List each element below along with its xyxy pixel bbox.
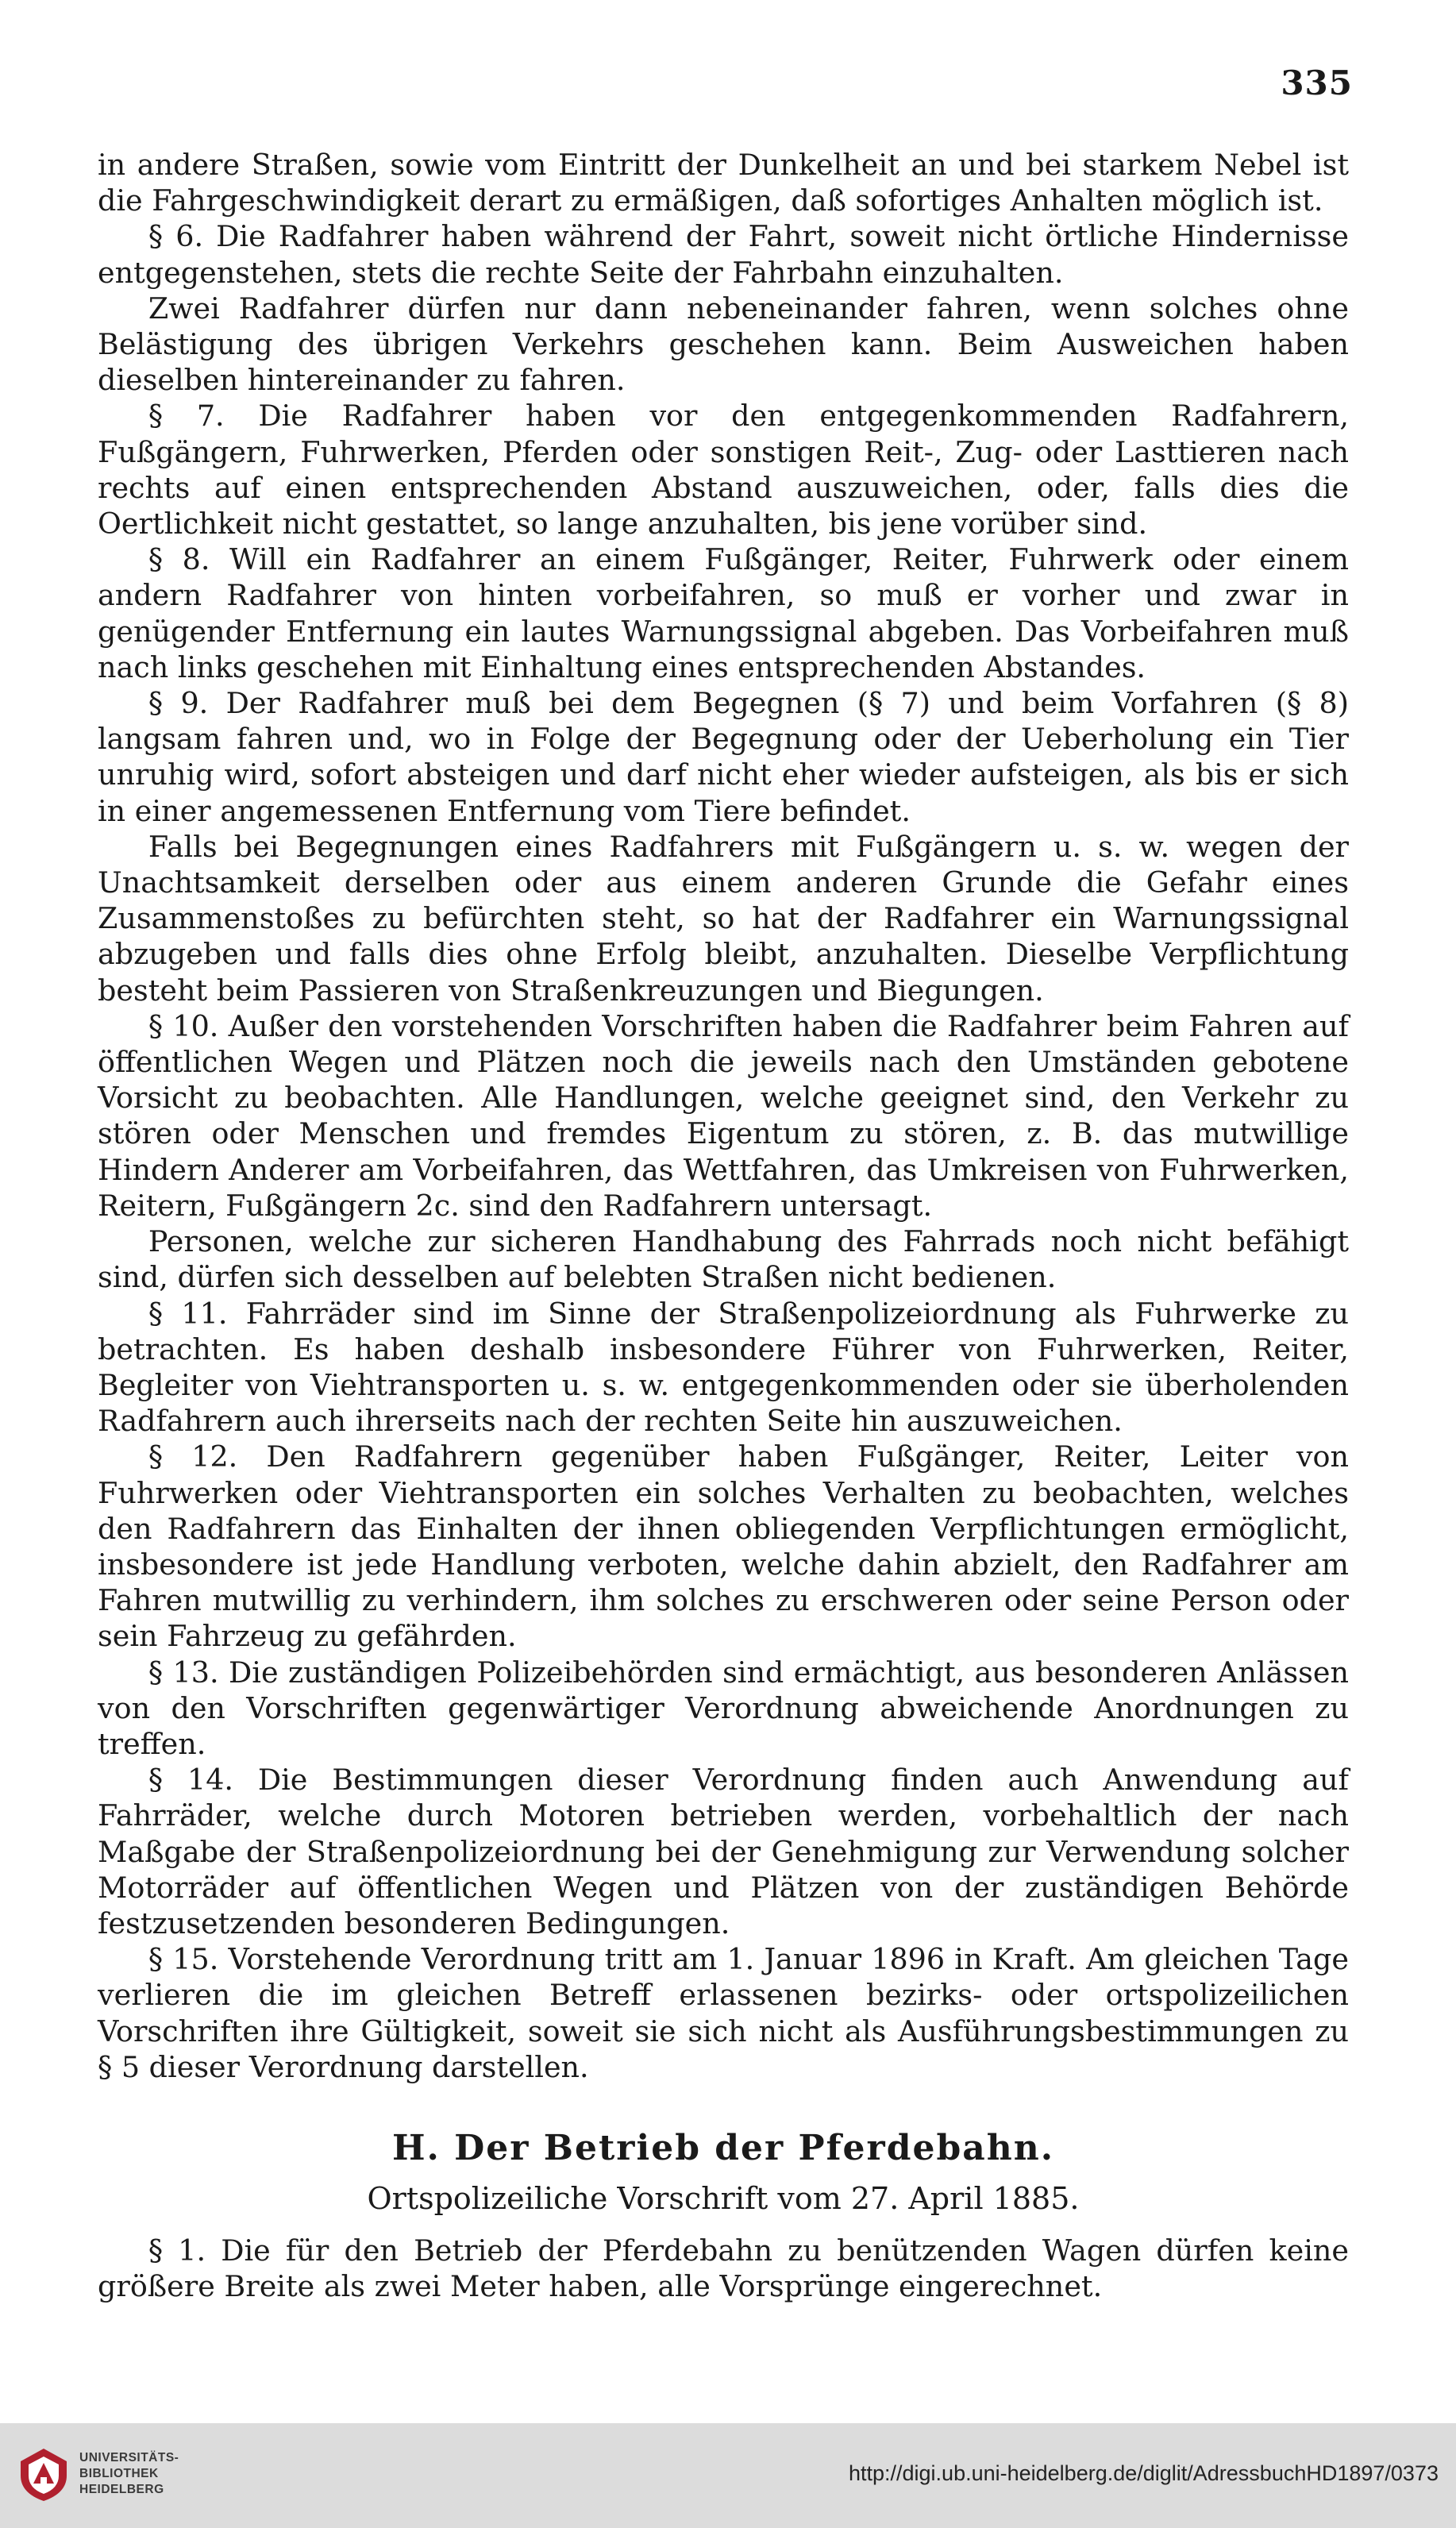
paragraph-section-6: § 6. Die Radfahrer haben während der Fahrt, soweit nicht örtliche Hindernisse entgegenstehen, stets die rechte Seite der Fahrbahn einzuhalten.: [98, 219, 1349, 290]
library-name-line-1: UNIVERSITÄTS-: [79, 2451, 179, 2464]
section-heading: H. Der Betrieb der Pferdebahn.: [391, 2128, 1055, 2168]
section-subheading: Ortspolizeiliche Vorschrift vom 27. April 1885.: [367, 2181, 1080, 2216]
body-text: [98, 147, 1349, 2085]
paragraph-section-15: § 15. Vorstehende Verordnung tritt am 1. Januar 1896 in Kraft. Am gleichen Tage verlieren die im gleichen Betreff erlassenen bezirks- oder ortspolizeilichen Vorschriften ihre Gültigkeit, soweit sie sich nicht als Ausführungsbestimmungen zu § 5 dieser Verordnung darstellen.: [98, 1942, 1349, 2084]
paragraph-section-7: § 7. Die Radfahrer haben vor den entgegenkommenden Radfahrern, Fußgängern, Fuhrwerken, Pferden oder sonstigen Reit-, Zug- oder Lasttieren nach rechts auf einen entsprechenden Abstand auszuweichen, oder, falls dies die Oertlichkeit nicht gestattet, so lange anzuhalten, bis jene vorüber sind.: [98, 399, 1349, 541]
digital-library-link[interactable]: http://digi.ub.uni-heidelberg.de/diglit/AdressbuchHD1897/0373: [848, 2461, 1439, 2485]
library-name: [79, 2450, 179, 2498]
paragraph-section-11: § 11. Fahrräder sind im Sinne der Straßenpolizeiordnung als Fuhrwerke zu betrachten. Es haben deshalb insbesondere Führer von Fuhrwerken, Reiter, Begleiter von Viehtransporten u. s. w. entgegenkommenden oder sie überholenden Radfahrern auch ihrerseits nach der rechten Seite hin auszuweichen.: [98, 1296, 1349, 1439]
paragraph-section-8: § 8. Will ein Radfahrer an einem Fußgänger, Reiter, Fuhrwerk oder einem andern Radfahrer von hinten vorbeifahren, so muß er vorher und zwar in genügender Entfernung ein lautes Warnungssignal abgeben. Das Vorbeifahren muß nach links geschehen mit Einhaltung eines entsprechenden Abstandes.: [98, 542, 1349, 684]
paragraph-section-9-cont: Falls bei Begegnungen eines Radfahrers mit Fußgängern u. s. w. wegen der Unachtsamkeit derselben oder aus einem anderen Grunde die Gefahr eines Zusammenstoßes zu befürchten steht, so hat der Radfahrer ein Warnungssignal abzugeben und falls dies ohne Erfolg bleibt, anzuhalten. Dieselbe Verpflichtung besteht beim Passieren von Straßenkreuzungen und Biegungen.: [98, 829, 1349, 1008]
paragraph-section-6-cont: Zwei Radfahrer dürfen nur dann nebeneinander fahren, wenn solches ohne Belästigung des übrigen Verkehrs geschehen kann. Beim Ausweichen haben dieselben hintereinander zu fahren.: [98, 291, 1349, 398]
section-body: [98, 2233, 1349, 2304]
paragraph-continued: in andere Straßen, sowie vom Eintritt der Dunkelheit an und bei starkem Nebel ist die Fahrgeschwindigkeit derart zu ermäßigen, daß sofortiges Anhalten möglich ist.: [98, 148, 1349, 218]
footer-bar: [0, 2423, 1456, 2528]
page-number: 335: [1281, 64, 1353, 102]
paragraph-pferdebahn-section-1: § 1. Die für den Betrieb der Pferdebahn zu benützenden Wagen dürfen keine größere Breite als zwei Meter haben, alle Vorsprünge eingerechnet.: [98, 2233, 1349, 2304]
paragraph-section-13: § 13. Die zuständigen Polizeibehörden sind ermächtigt, aus besonderen Anlässen von den Vorschriften gegenwärtiger Verordnung abweichende Anordnungen zu treffen.: [98, 1655, 1349, 1761]
paragraph-section-10-cont: Personen, welche zur sicheren Handhabung des Fahrrads noch nicht befähigt sind, dürfen sich desselben auf belebten Straßen nicht bedienen.: [98, 1224, 1349, 1295]
library-name-line-3: HEIDELBERG: [79, 2483, 164, 2496]
paragraph-section-9: § 9. Der Radfahrer muß bei dem Begegnen (§ 7) und beim Vorfahren (§ 8) langsam fahren und, wo in Folge der Begegnung oder der Ueberholung ein Tier unruhig wird, sofort absteigen und darf nicht eher wieder aufsteigen, als bis er sich in einer angemessenen Entfernung vom Tiere befindet.: [98, 686, 1349, 828]
library-name-line-2: BIBLIOTHEK: [79, 2467, 159, 2480]
heidelberg-university-library-logo-icon: [16, 2445, 71, 2504]
paragraph-section-14: § 14. Die Bestimmungen dieser Verordnung finden auch Anwendung auf Fahrräder, welche durch Motoren betrieben werden, vorbehaltlich der nach Maßgabe der Straßenpolizeiordnung bei der Genehmigung zur Verwendung solcher Motorräder auf öffentlichen Wegen und Plätzen von der zuständigen Behörde festzusetzenden besonderen Bedingungen.: [98, 1763, 1349, 1940]
paragraph-section-12: § 12. Den Radfahrern gegenüber haben Fußgänger, Reiter, Leiter von Fuhrwerken oder Viehtransporten ein solches Verhalten zu beobachten, welches den Radfahrern das Einhalten der ihnen obliegenden Verpflichtungen ermöglicht, insbesondere ist jede Handlung verboten, welche dahin abzielt, den Radfahrer am Fahren mutwillig zu verhindern, ihm solches zu erschweren oder seine Person oder sein Fahrzeug zu gefährden.: [98, 1439, 1349, 1654]
paragraph-section-10: § 10. Außer den vorstehenden Vorschriften haben die Radfahrer beim Fahren auf öffentlichen Wegen und Plätzen noch die jeweils nach den Umständen gebotene Vorsicht zu beobachten. Alle Handlungen, welche geeignet sind, den Verkehr zu stören oder Menschen und fremdes Eigentum zu stören, z. B. das mutwillige Hindern Anderer am Vorbeifahren, das Wettfahren, das Umkreisen von Fuhrwerken, Reitern, Fußgängern 2c. sind den Radfahrern untersagt.: [98, 1008, 1349, 1223]
